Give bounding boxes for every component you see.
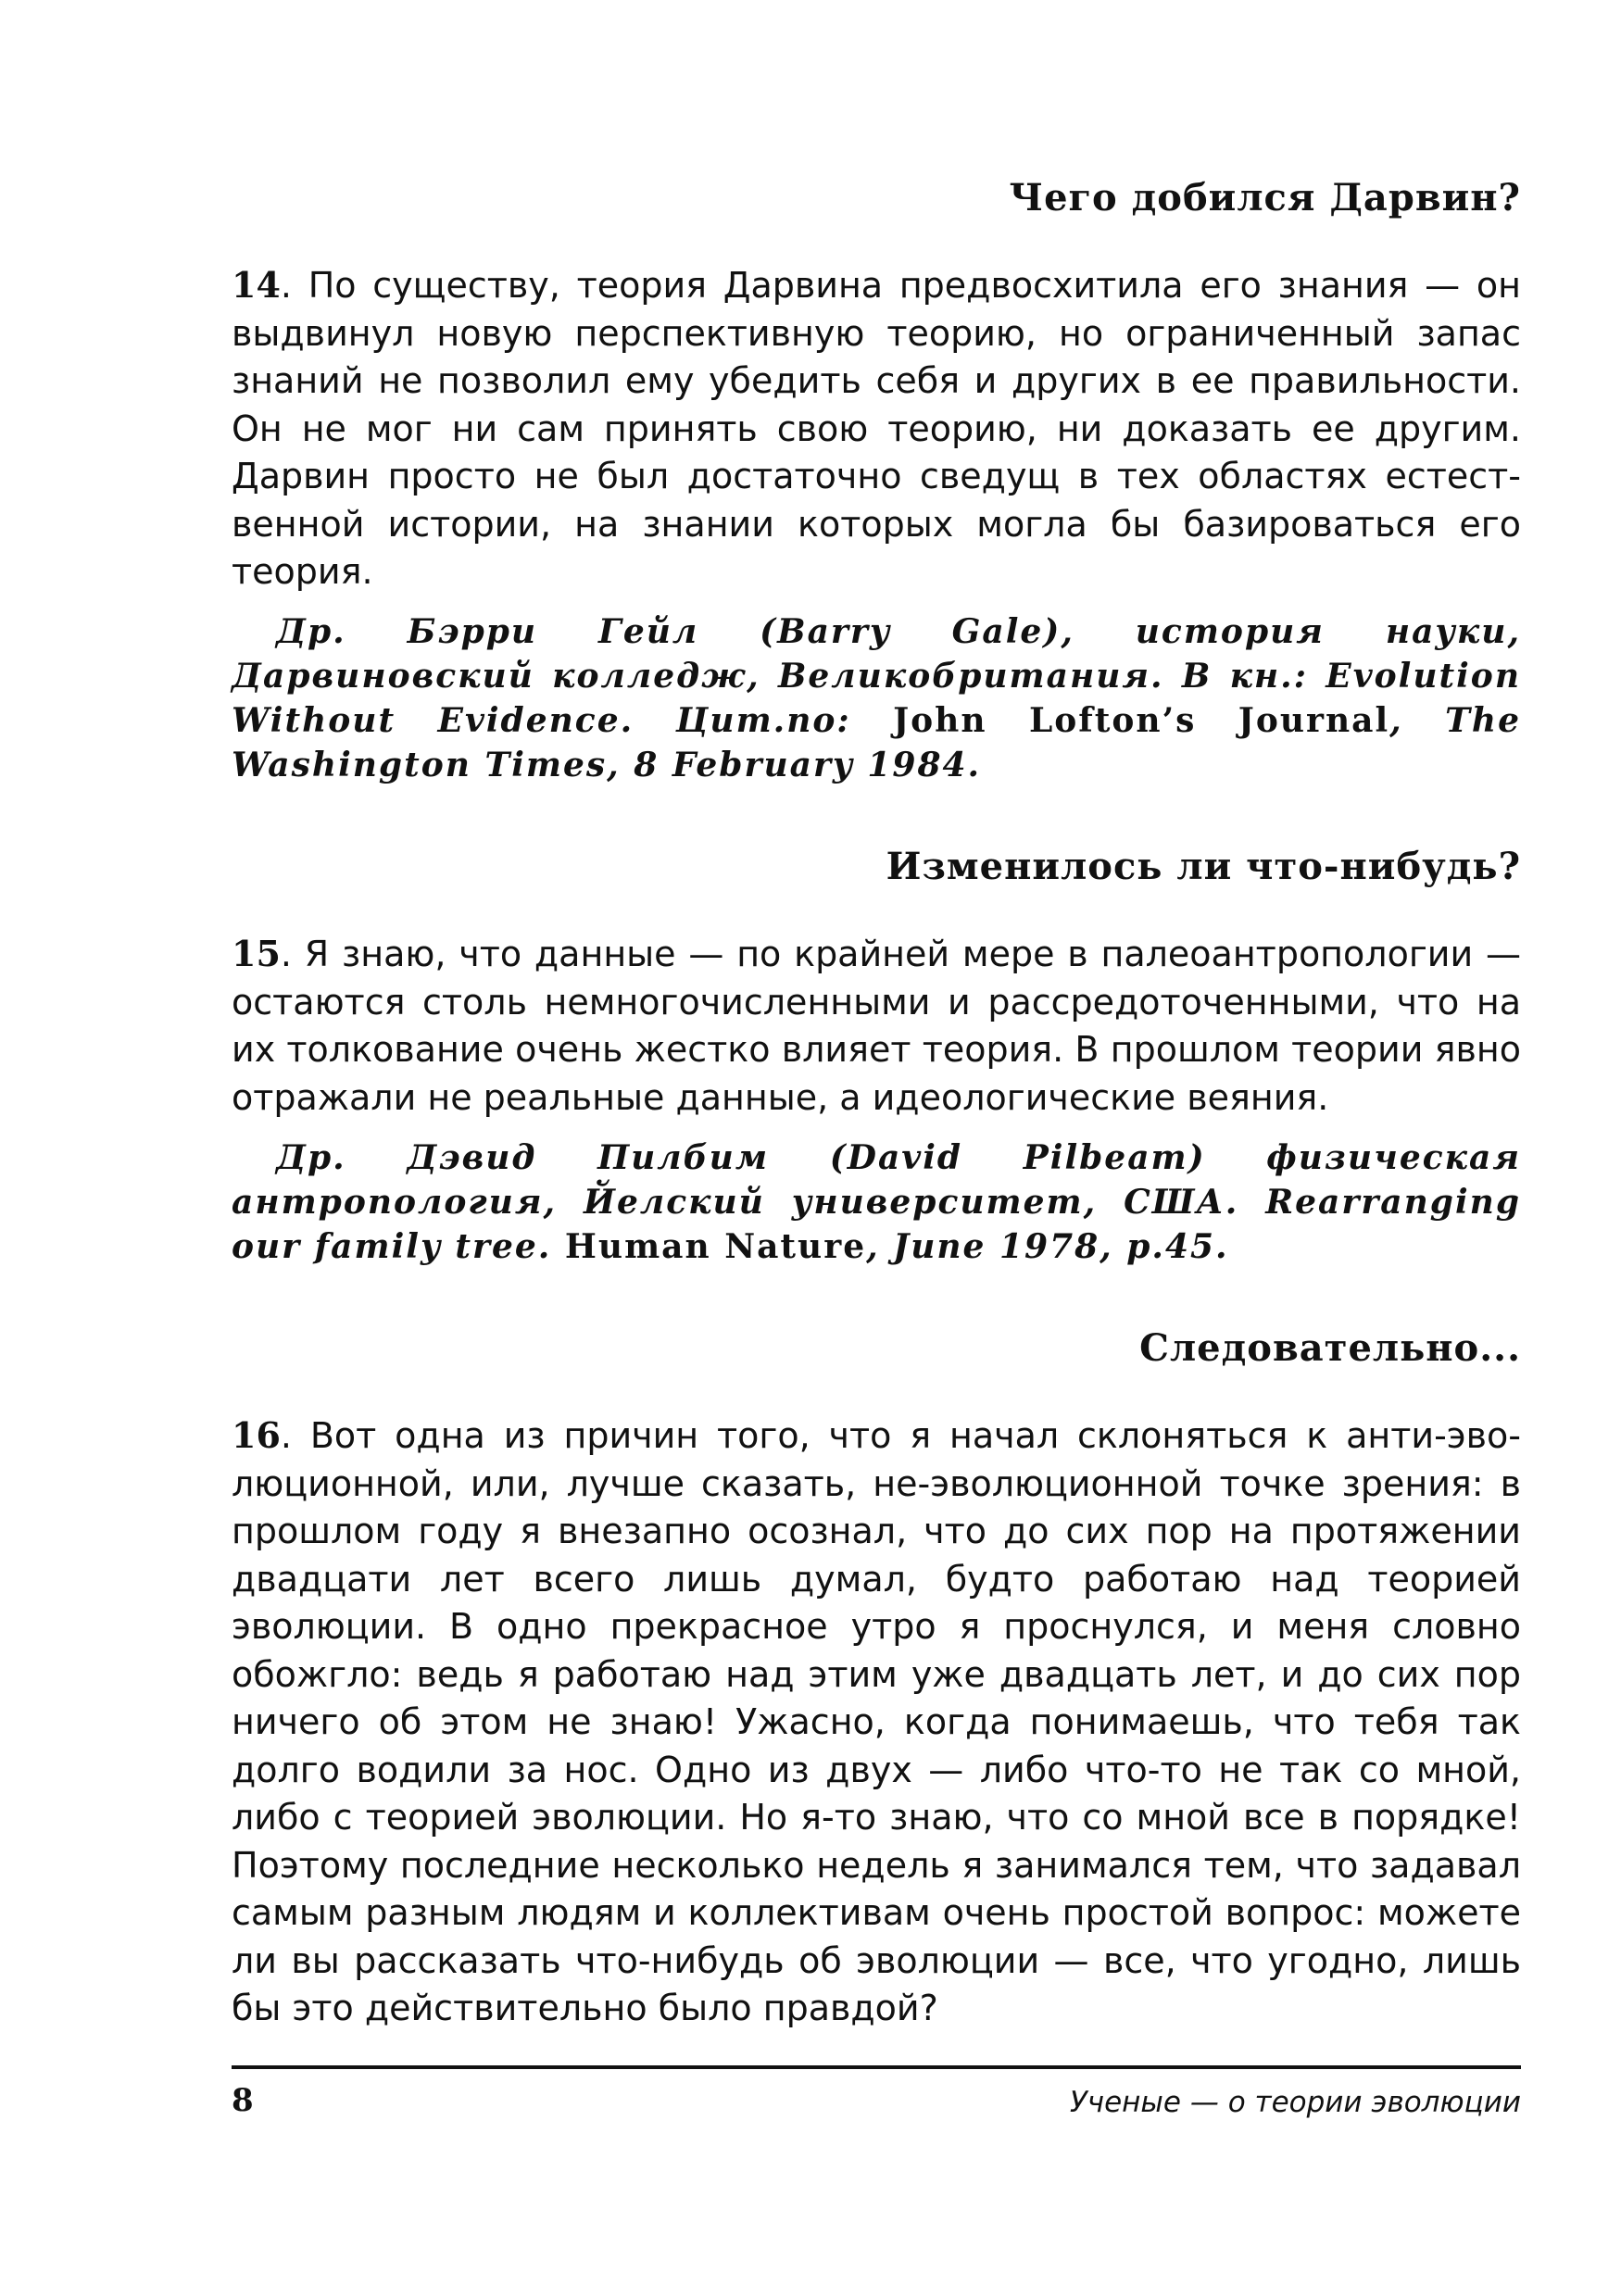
citation-source: John Lofton’s Journal [893,701,1390,740]
citation-text: Др. Бэрри Гейл (Barry Gale), история науки, Дарвиновский колледж, Великобритания. В кн.: Evolution Without Evidence. Цит.по: [232,612,1521,740]
paragraph-text: . Я знаю, что данные — по крайней мере в палеоантропологии — остаются столь немногочисленными и рассредоточенными, что на их толкование очень жестко влияет теория. В прошлом теории явно отражали не реальные данные, а идеологические веяния. [232,934,1521,1118]
citation-tail: , The Washington Times, 8 February 1984. [232,701,1522,784]
paragraph-text: . Вот одна из причин того, что я начал склоняться к анти-эво-люционной, или, лучше сказать, не-эволюционной точке зрения: в прошлом году я внезапно осознал, что до сих пор на протяжении двадцати лет всего лишь думал, будто работаю над теорией эволюции. В одно прекрасное утро я проснулся, и меня словно обожгло: ведь я работаю над этим уже двадцать лет, и до сих пор ничего об этом не знаю! Ужасно, когда понимаешь, что тебя так долго водили за нос. Одно из двух — либо что-то не так со мной, либо с теорией эволюции. Но я-то знаю, что со мной все в порядке! Поэтому последние несколько недель я занимался тем, что задавал самым разным людям и коллективам очень простой вопрос: можете ли вы рассказать что-нибудь об эволюции — все, что угодно, лишь бы это действительно было правдой? [232,1415,1521,2028]
citation-tail: , June 1978, p.45. [866,1227,1229,1266]
paragraph-number: 14 [232,264,281,306]
paragraph-14 [232,261,1521,596]
paragraph-16 [232,1411,1521,2033]
paragraph-number: 16 [232,1414,281,1456]
page-number: 8 [232,2082,254,2119]
citation-gale [232,609,1521,787]
running-title: Ученые — о теории эволюции [1069,2086,1521,2119]
citation-pilbeam [232,1135,1521,1269]
paragraph-text: . По существу, теория Дарвина предвосхитила его знания — он выдвинул новую перспективную теорию, но ограниченный запас знаний не позволил ему убедить себя и других в ее правильности. Он не мог ни сам принять свою теорию, ни доказать ее другим. Дарвин просто не был достаточно сведущ в тех областях естест-венной истории, на знании которых могла бы базироваться его теория. [232,265,1521,592]
citation-source: Human Nature [564,1227,867,1266]
citation-text: Др. Дэвид Пилбим (David Pilbeam) физическая антропология, Йелский университет, США. Rearranging our family tree. [232,1138,1521,1266]
section-heading-consequently: Следовательно... [1139,1326,1521,1370]
paragraph-15 [232,930,1521,1122]
section-heading-darwin: Чего добился Дарвин? [1009,176,1521,220]
section-heading-changes: Изменилось ли что-нибудь? [886,845,1521,888]
footer-rule [232,2065,1521,2069]
paragraph-number: 15 [232,933,281,974]
book-page [232,0,1521,2296]
